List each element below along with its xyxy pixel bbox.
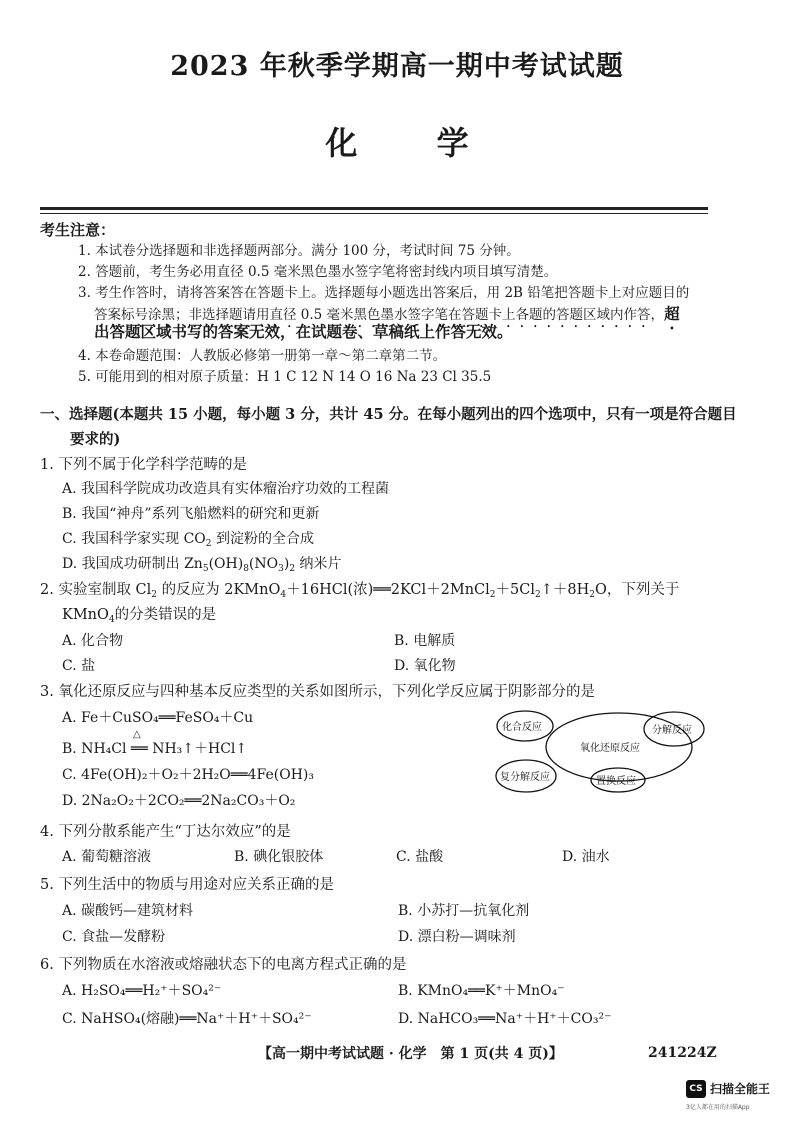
exam-code: 241224Z — [648, 1045, 717, 1061]
q2-option-c: C. 盐 — [62, 658, 96, 674]
label-double-displacement: 复分解反应 — [500, 772, 550, 783]
exam-subject: 化 学 — [325, 124, 503, 162]
q6-stem: 6. 下列物质在水溶液或熔融状态下的电离方程式正确的是 — [40, 957, 407, 973]
watermark-name: 扫描全能王 — [710, 1082, 771, 1096]
q3-option-a: A. Fe＋CuSO₄══FeSO₄＋Cu — [62, 710, 254, 726]
q6-option-c: C. NaHSO₄(熔融)══Na⁺＋H⁺＋SO₄²⁻ — [62, 1011, 312, 1027]
q2-option-b: B. 电解质 — [394, 633, 456, 649]
section-heading: 一、选择题(本题共 15 小题，每小题 3 分，共计 45 分。在每小题列出的四个选项中，只有一项是符合题目 — [40, 406, 737, 423]
q6-option-b: B. KMnO₄══K⁺＋MnO₄⁻ — [398, 983, 565, 999]
q6-option-d: D. NaHCO₃══Na⁺＋H⁺＋CO₃²⁻ — [398, 1011, 612, 1027]
label-displacement: 置换反应 — [596, 776, 636, 787]
scanner-watermark — [686, 1078, 786, 1116]
watermark-subtitle: 3亿人都在用的扫描App — [686, 1104, 750, 1111]
q5-option-a: A. 碳酸钙—建筑材料 — [62, 903, 194, 919]
header-rule-thick — [40, 207, 708, 210]
q1-option-d: D. 我国成功研制出 $Zn_5(OH)_8(NO_3)_2$ 纳米片 — [62, 556, 342, 574]
label-redox: 氧化还原反应 — [580, 743, 640, 754]
q5-stem: 5. 下列生活中的物质与用途对应关系正确的是 — [40, 877, 334, 893]
camscanner-logo-icon: CS — [686, 1080, 706, 1098]
q3-option-c: C. 4Fe(OH)₂＋O₂＋2H₂O══4Fe(OH)₃ — [62, 767, 314, 783]
q6-option-a: A. H₂SO₄══H₂⁺＋SO₄²⁻ — [62, 983, 222, 999]
q3-option-d: D. 2Na₂O₂＋2CO₂══2Na₂CO₃＋O₂ — [62, 793, 296, 809]
q1-option-c: C. 我国科学家实现 $CO_2$ 到淀粉的全合成 — [62, 531, 314, 549]
q2-option-d: D. 氧化物 — [394, 658, 456, 674]
q2-option-a: A. 化合物 — [62, 633, 124, 649]
notice-item-3-line2: 答案标号涂黑；非选择题请用直径 0.5 毫米黑色墨水签字笔在答题卡上各题的答题区域内作答， — [94, 307, 665, 323]
q5-option-d: D. 漂白粉—调味剂 — [398, 929, 516, 945]
exam-title: 2023 年秋季学期高一期中考试试题 — [170, 51, 624, 82]
reaction-type-diagram — [494, 702, 706, 800]
q4-option-d: D. 油水 — [562, 849, 610, 865]
q4-option-a: A. 葡萄糖溶液 — [62, 849, 152, 865]
q4-option-c: C. 盐酸 — [396, 849, 444, 865]
notice-item-3: 3. 考生作答时，请将答案答在答题卡上。选择题每小题选出答案后，用 2B 铅笔把答题卡上对应题目的 — [78, 285, 690, 301]
label-combination: 化合反应 — [502, 722, 542, 733]
notice-item-3-strong: 出答题区域书写的答案无效，在试题卷、草稿纸上作答无效。 — [94, 322, 513, 341]
notice-item-4: 4. 本卷命题范围：人教版必修第一册第一章～第二章第二节。 — [78, 348, 447, 364]
q3-stem: 3. 氧化还原反应与四种基本反应类型的关系如图所示，下列化学反应属于阴影部分的是 — [40, 684, 595, 700]
label-decomposition: 分解反应 — [652, 725, 692, 736]
section-heading-cont: 要求的) — [70, 431, 121, 448]
notice-item-5: 5. 可能用到的相对原子质量：H 1 C 12 N 14 O 16 Na 23 Cl 35.5 — [78, 369, 492, 385]
notice-item-2: 2. 答题前，考生务必用直径 0.5 毫米黑色墨水签字笔将密封线内项目填写清楚。 — [78, 264, 558, 280]
q1-option-b: B. 我国“神舟”系列飞船燃料的研究和更新 — [62, 506, 320, 522]
q2-stem-cont: KMnO$_4$的分类错误的是 — [62, 607, 217, 625]
q5-option-b: B. 小苏打—抗氧化剂 — [398, 903, 530, 919]
q1-option-a: A. 我国科学院成功改造具有实体瘤治疗功效的工程菌 — [62, 481, 390, 497]
q4-stem: 4. 下列分散系能产生“丁达尔效应”的是 — [40, 824, 291, 840]
notice-item-3-strong-start: 超 — [664, 304, 680, 323]
q4-option-b: B. 碘化银胶体 — [234, 849, 324, 865]
q5-option-c: C. 食盐—发酵粉 — [62, 929, 166, 945]
notice-heading: 考生注意： — [40, 221, 116, 239]
q2-stem: 2. 实验室制取 $Cl_2$ 的反应为 2KMnO$_4$＋16HCl(浓)$══2KCl+2MnCl_2+5Cl_2↑+8H_2O$，下列关于 — [40, 582, 680, 600]
q3-option-b: B. NH₄Cl ══ NH₃↑＋HCl↑ △ — [62, 729, 248, 757]
q1-stem: 1. 下列不属于化学科学范畴的是 — [40, 457, 247, 473]
heat-condition-symbol: △ — [133, 729, 141, 740]
notice-item-1: 1. 本试卷分选择题和非选择题两部分。满分 100 分，考试时间 75 分钟。 — [78, 243, 520, 259]
page-footer: 【高一期中考试试题 · 化学 第 1 页(共 4 页)】 — [258, 1046, 563, 1062]
header-rule-thin — [40, 213, 708, 214]
